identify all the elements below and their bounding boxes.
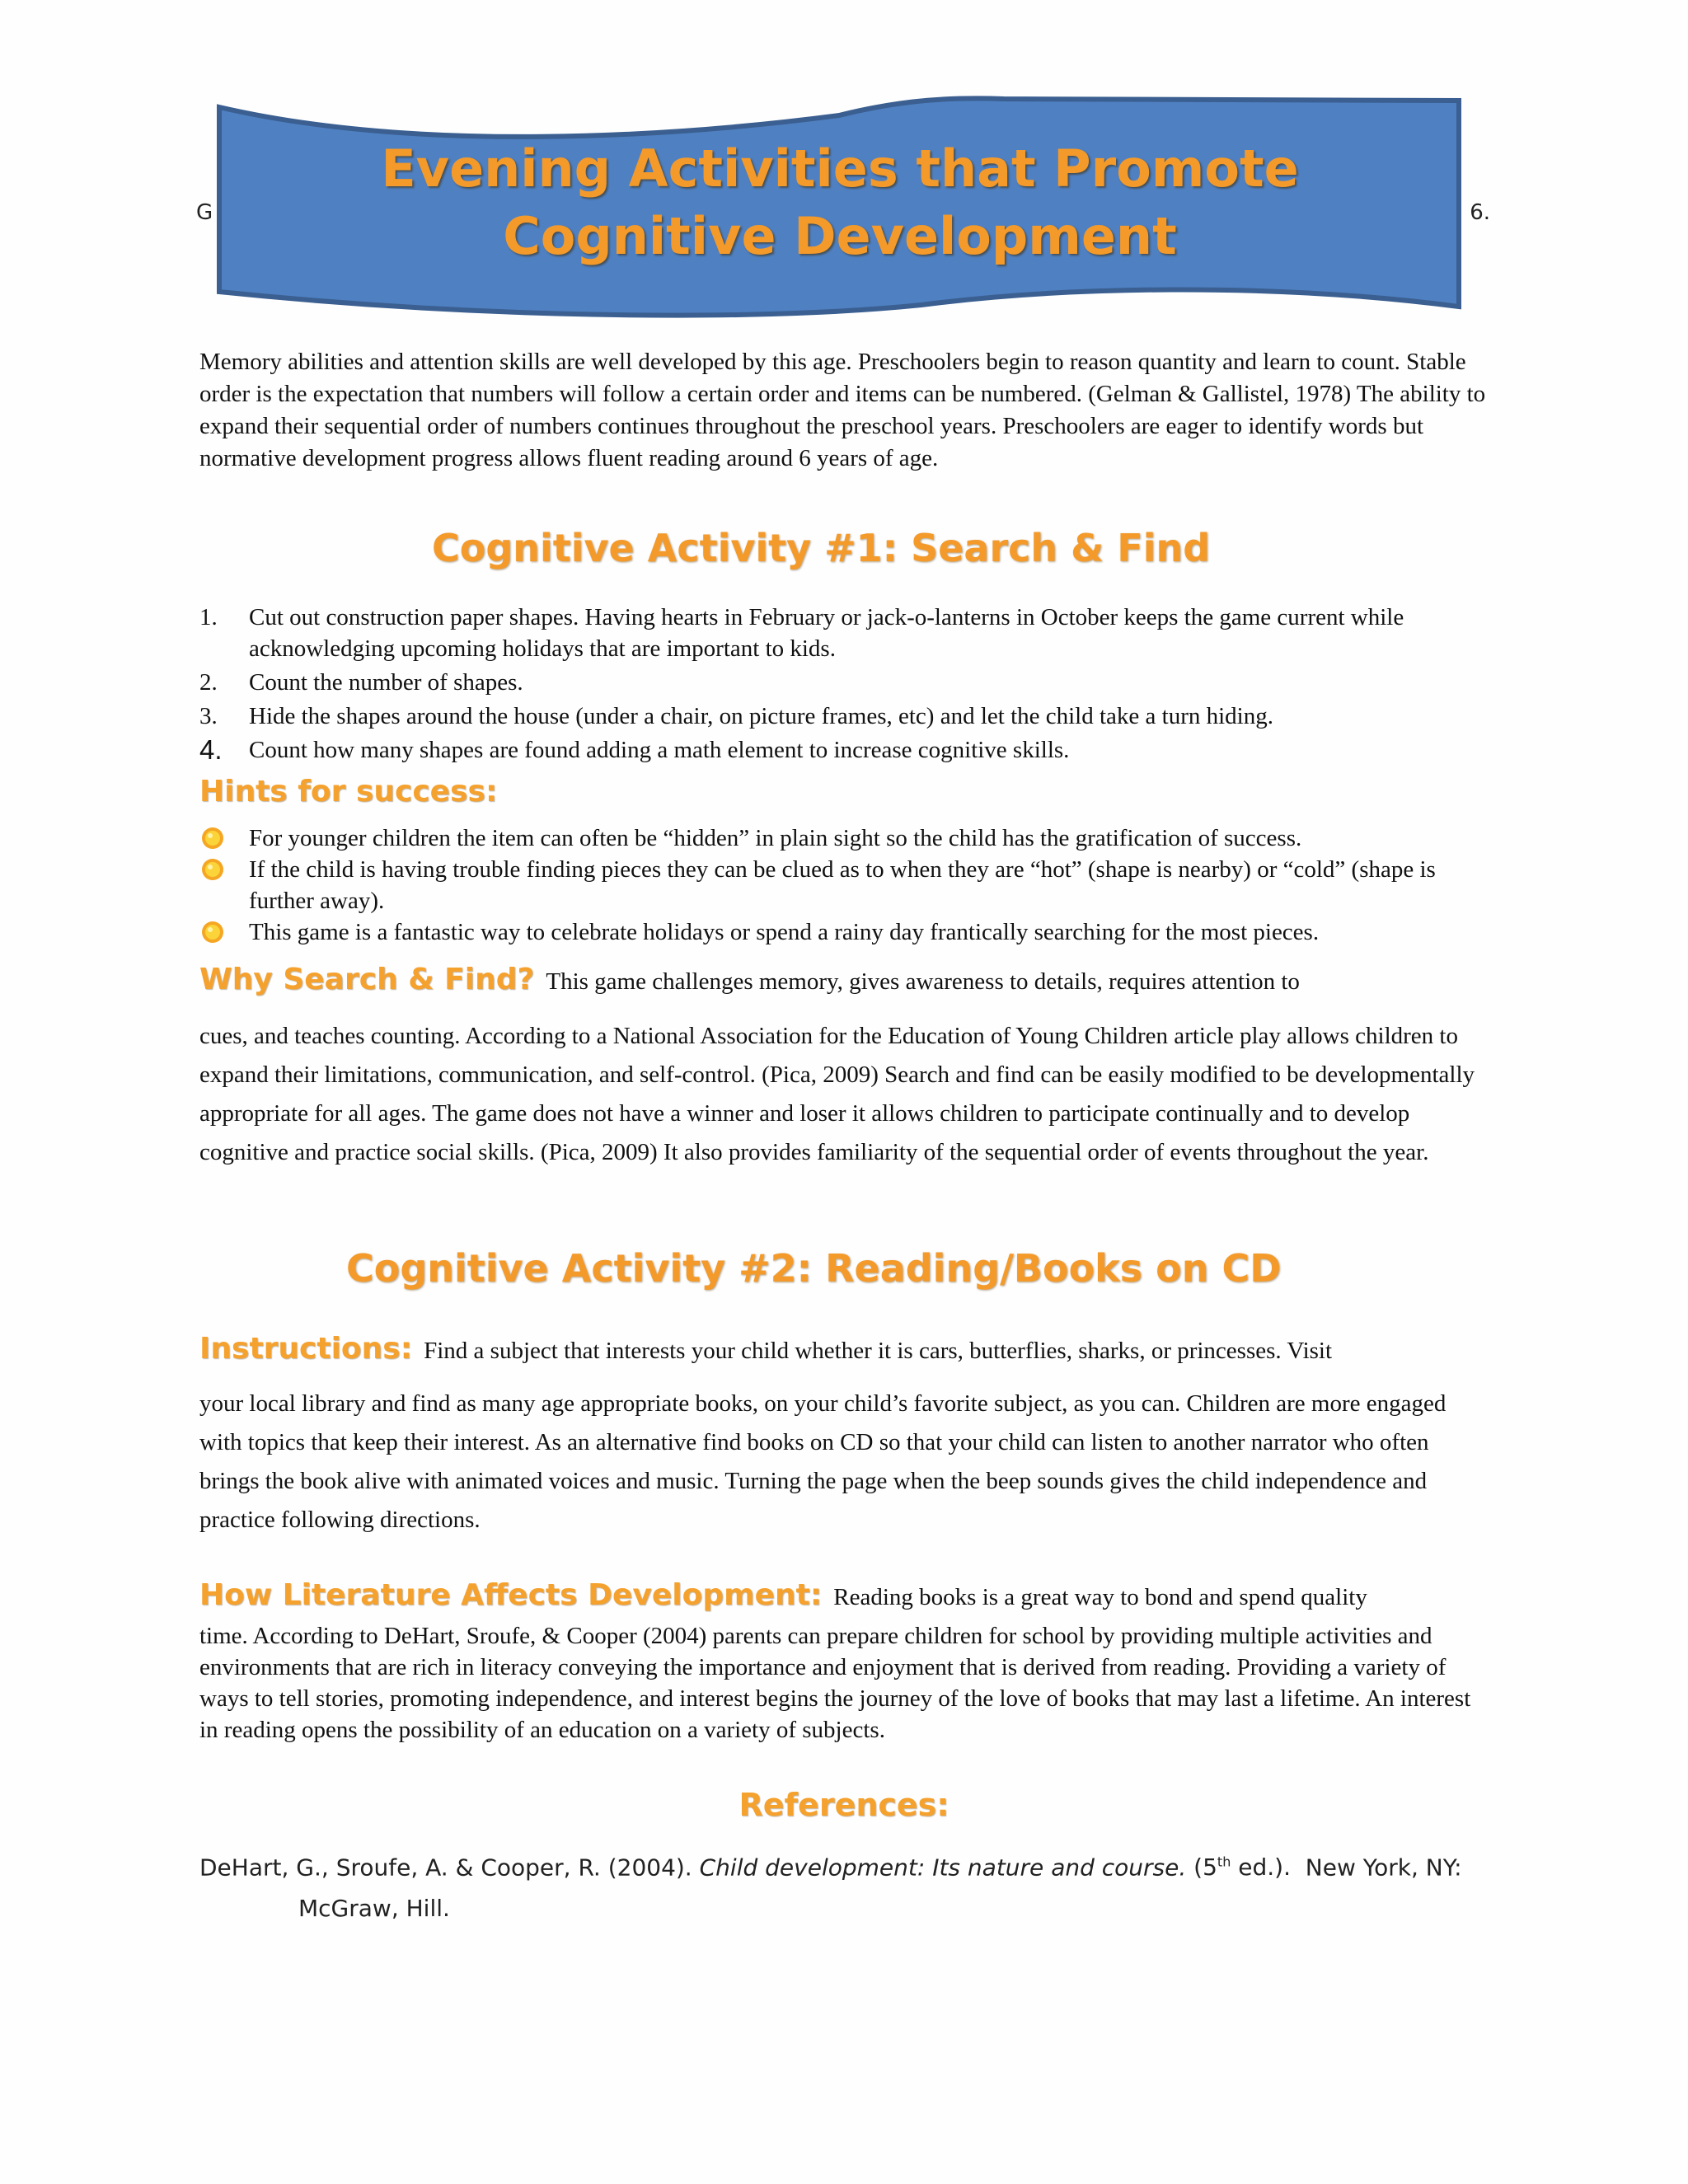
hint-text: For younger children the item can often be “hidden” in plain sight so the child has the gratification of success. — [249, 825, 1302, 851]
literature-first-line — [199, 1572, 1493, 1620]
instructions-heading: Instructions: — [199, 1332, 413, 1366]
reference-authors: DeHart, G., Sroufe, A. & Cooper, R. (2004). — [199, 1854, 692, 1882]
step-item — [199, 701, 1493, 732]
step-number: 4. — [199, 734, 223, 765]
step-text: Count how many shapes are found adding a math element to increase cognitive skills. — [249, 737, 1070, 763]
why-first-line — [199, 956, 1493, 1005]
hint-item — [199, 916, 1493, 948]
instructions-first-text: Find a subject that interests your child whether it is cars, butterflies, sharks, or princesses. Visit — [424, 1338, 1333, 1364]
instructions-section — [199, 1325, 1493, 1540]
references-heading: References: — [738, 1787, 950, 1823]
reference-edition: (5th ed.). — [1193, 1854, 1291, 1882]
step-text: Count the number of shapes. — [249, 669, 523, 696]
literature-first-text: Reading books is a great way to bond and spend quality — [833, 1584, 1367, 1610]
activity1-heading: Cognitive Activity #1: Search & Find — [432, 526, 1211, 570]
hint-text: If the child is having trouble finding pieces they can be clued as to when they are “hot” (shape is nearby) or “cold” (shape is further away). — [249, 856, 1436, 914]
intro-paragraph: Memory abilities and attention skills are well developed by this age. Preschoolers begin to reason quantity and learn to count. Stable order is the expectation that numbers will follow a certain order and items can be numbered. (Gelman & Gallistel, 1978) The ability to expand their sequential order of numbers continues throughout the preschool years. Preschoolers are eager to identify words but normative development progress allows fluent reading around 6 years of age. — [199, 349, 1486, 471]
hints-list — [199, 823, 1493, 948]
hint-item — [199, 854, 1493, 916]
literature-section — [199, 1572, 1493, 1746]
why-first-text: This game challenges memory, gives awareness to details, requires attention to — [546, 968, 1300, 995]
step-number: 3. — [199, 703, 218, 729]
banner-title — [213, 135, 1467, 270]
reference-title: Child development: Its nature and course. — [699, 1854, 1187, 1882]
instructions-first-line — [199, 1325, 1493, 1375]
hints-heading: Hints for success: — [199, 775, 498, 808]
activity2-heading: Cognitive Activity #2: Reading/Books on CD — [346, 1246, 1282, 1291]
step-text: Hide the shapes around the house (under a chair, on picture frames, etc) and let the child take a turn hiding. — [249, 703, 1273, 729]
hint-text: This game is a fantastic way to celebrate holidays or spend a rainy day frantically searching for the most pieces. — [249, 919, 1320, 945]
literature-paragraph: time. According to DeHart, Sroufe, & Cooper (2004) parents can prepare children for school by providing multiple activities and environments that are rich in literacy conveying the importance and enjoyment that is derived from reading. Providing a variety of ways to tell stories, promoting independence, and interest begins the journey of the love of books that may last a lifetime. An interest in reading opens the possibility of an education on a variety of subjects. — [199, 1623, 1471, 1743]
instructions-paragraph: your local library and find as many age appropriate books, on your child’s favorite subject, as you can. Children are more engaged with topics that keep their interest. As an alternative find books on CD so that your child can listen to another narrator who often brings the book alive with animated voices and music. Turning the page when the beep sounds gives the child independence and practice following directions. — [199, 1390, 1447, 1533]
step-number: 2. — [199, 669, 218, 696]
step-item — [199, 602, 1493, 664]
sun-bullet-icon — [200, 920, 225, 944]
sun-bullet-icon — [200, 857, 225, 882]
clipped-right-fragment: 6. — [1470, 200, 1490, 225]
why-heading: Why Search & Find? — [199, 963, 535, 996]
why-paragraph: cues, and teaches counting. According to a National Association for the Education of Young Children article play allows children to expand their limitations, communication, and self-control. (Pica, 2009) Search and find can be easily modified to be developmentally appropriate for all ages. The game does not have a winner and loser it allows children to participate continually and to develop cognitive and practice social skills. (Pica, 2009) It also provides familiarity of the sequential order of events throughout the year. — [199, 1023, 1475, 1165]
step-text: Cut out construction paper shapes. Having hearts in February or jack-o-lanterns in October keeps the game current while acknowledging upcoming holidays that are important to kids. — [249, 604, 1404, 662]
activity1-steps — [199, 602, 1493, 768]
reference-entry — [199, 1842, 1493, 1929]
step-item — [199, 734, 1493, 766]
hint-item — [199, 823, 1493, 854]
step-item — [199, 667, 1493, 698]
literature-heading: How Literature Affects Development: — [199, 1578, 823, 1612]
reference-publisher: McGraw, Hill. — [298, 1895, 450, 1923]
step-number: 1. — [199, 604, 218, 630]
title-banner — [213, 92, 1467, 323]
why-section — [199, 956, 1493, 1172]
sun-bullet-icon — [200, 826, 225, 851]
reference-location: New York, NY: — [1305, 1854, 1462, 1882]
clipped-left-fragment: G — [196, 200, 213, 225]
banner-title-line1: Evening Activities that Promote — [381, 138, 1299, 199]
banner-title-line2: Cognitive Development — [503, 206, 1177, 266]
